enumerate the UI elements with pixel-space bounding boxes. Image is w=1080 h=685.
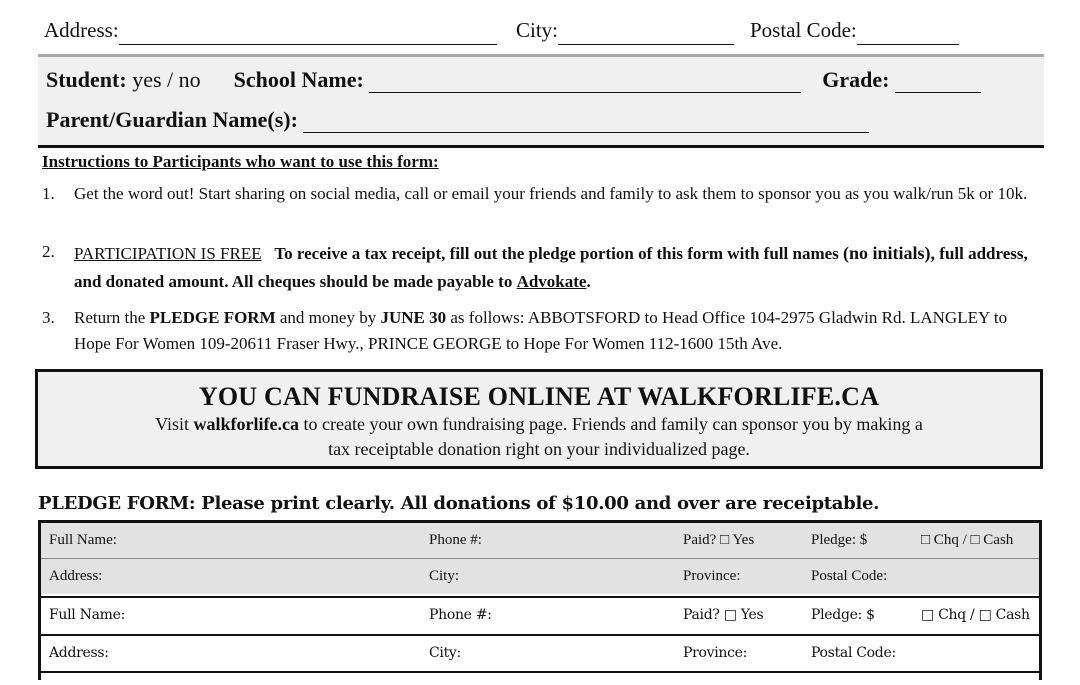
paid-cell[interactable]: Paid? □ Yes — [683, 607, 764, 623]
pledge-form-heading: PLEDGE FORM: Please print clearly. All donations of $10.00 and over are receiptable. — [38, 493, 880, 514]
postal-code-cell[interactable]: Postal Code: — [811, 568, 888, 584]
city-cell[interactable]: City: — [429, 568, 460, 584]
paid-cell[interactable]: Paid? □ Yes — [683, 532, 755, 548]
pledge-row — [41, 634, 1039, 671]
postal-code-field[interactable] — [857, 22, 959, 45]
pledge-table — [38, 520, 1042, 680]
receipt-instruction: To receive a tax receipt, fill out the pledge portion of this form with full names — [274, 244, 839, 263]
city-field[interactable] — [558, 22, 734, 45]
student-options[interactable]: yes / no — [132, 67, 201, 92]
parent-guardian-field[interactable] — [303, 114, 869, 133]
payment-method-cell[interactable]: □ Chq / □ Cash — [921, 532, 1014, 548]
parent-guardian-label: Parent/Guardian Name(s): — [46, 107, 298, 132]
parent-row — [46, 107, 869, 133]
full-name-cell[interactable]: Full Name: — [49, 607, 126, 623]
pledge-row-divider — [41, 671, 1039, 685]
phone-cell[interactable]: Phone #: — [429, 532, 482, 548]
address-cell[interactable]: Address: — [49, 568, 103, 584]
payee-name: Advokate — [516, 272, 587, 291]
pledge-amount-cell[interactable]: Pledge: $ — [811, 607, 875, 623]
student-label: Student: — [46, 67, 127, 92]
online-title: YOU CAN FUNDRAISE ONLINE AT WALKFORLIFE.CA — [198, 382, 880, 411]
grade-field[interactable] — [895, 74, 981, 93]
deadline-date: JUNE 30 — [380, 308, 447, 327]
walkforlife-link[interactable]: walkforlife.ca — [193, 414, 300, 434]
student-row — [46, 67, 981, 93]
instructions-title: Instructions to Participants who want to use this form: — [42, 152, 439, 171]
instruction-number: 2. — [42, 242, 55, 261]
province-cell[interactable]: Province: — [683, 568, 741, 584]
address-label: Address: — [44, 18, 119, 42]
online-description: Visit walkforlife.ca to create your own fundraising page. Friends and family can sponsor you by making a tax receiptable donation right on your individualized page. — [155, 414, 923, 459]
no-initials-note: (no initials), — [843, 243, 936, 263]
postal-code-label: Postal Code: — [750, 18, 857, 42]
school-name-field[interactable] — [369, 74, 801, 93]
pledge-amount-cell[interactable]: Pledge: $ — [811, 532, 868, 548]
province-cell[interactable]: Province: — [683, 645, 748, 661]
instruction-number: 1. — [42, 184, 55, 203]
instruction-text: Get the word out! Start sharing on social media, call or email your friends and family to ask them to sponsor you as you walk/run 5k or 10k. — [74, 184, 1028, 203]
address-field[interactable] — [119, 22, 497, 45]
pledge-form-ref: PLEDGE FORM — [149, 308, 276, 327]
participation-free: PARTICIPATION IS FREE — [74, 244, 262, 263]
city-cell[interactable]: City: — [429, 645, 461, 661]
student-info-box — [38, 54, 1044, 148]
payment-method-cell[interactable]: □ Chq / □ Cash — [921, 607, 1030, 623]
address-line — [44, 14, 1044, 46]
online-fundraise-box — [35, 369, 1043, 469]
grade-label: Grade: — [822, 67, 890, 92]
pledge-row — [41, 523, 1039, 558]
instruction-number: 3. — [42, 308, 55, 327]
full-name-cell[interactable]: Full Name: — [49, 532, 117, 548]
pledge-row — [41, 596, 1039, 633]
pledge-form-page: Address: City: Postal Code: Student: yes / no School Name: Grade: Parent/Guardian Name(s): Instructions to Participants who want to use this form: 1. Get the word out! Start sharing on social media, call or email your friends and family to ask them to sponsor you as you walk/run 5k or 10k. 2. PARTICIPATION IS FREE To receive a tax receipt, fill out the pledge portion of this form with full names (no initials), full address, and donated amount. All cheques should be made payable to Advokate. 3. Return the PLEDGE FORM and money by JUNE 30 as follows: ABBOTSFORD to Head Office 104-2975 Gladwin Rd. LANGLEY to Hope For Women 109-20611 Fraser Hwy., PRINCE GEORGE to Hope For Women 112-1600 15th Ave. YOU CAN FUNDRAISE ONLINE AT WALKFORLIFE.CA Visit walkforlife.ca to create your own fundraising page. Friends and family can sponsor you by making a tax receiptable donation right on your individualized page. PLEDGE FORM: Please print clearly. All donations of $10.00 and over are receiptable. Full Name: Phone #: Paid? □ Yes Pledge: $ □ Chq / □ Cash Address: City: Province: Postal Code: Full Name: Phone #: Paid? □ Yes Pledge: $ □ Chq / □ Cash Address: City: Province: Postal Code: — [0, 0, 1080, 675]
address-instruction: full address, and donated amount. All cheques should be made payable to — [74, 244, 1028, 291]
city-label: City: — [516, 18, 559, 42]
phone-cell[interactable]: Phone #: — [429, 607, 492, 623]
return-locations: as follows: ABBOTSFORD to Head Office 104-2975 Gladwin Rd. LANGLEY to Hope For Women 109-20611 Fraser Hwy., PRINCE GEORGE to Hope For Women 112-1600 15th Ave. — [74, 308, 1008, 353]
postal-code-cell[interactable]: Postal Code: — [811, 645, 896, 661]
school-name-label: School Name: — [233, 67, 364, 92]
pledge-row — [41, 558, 1039, 594]
address-cell[interactable]: Address: — [49, 645, 109, 661]
